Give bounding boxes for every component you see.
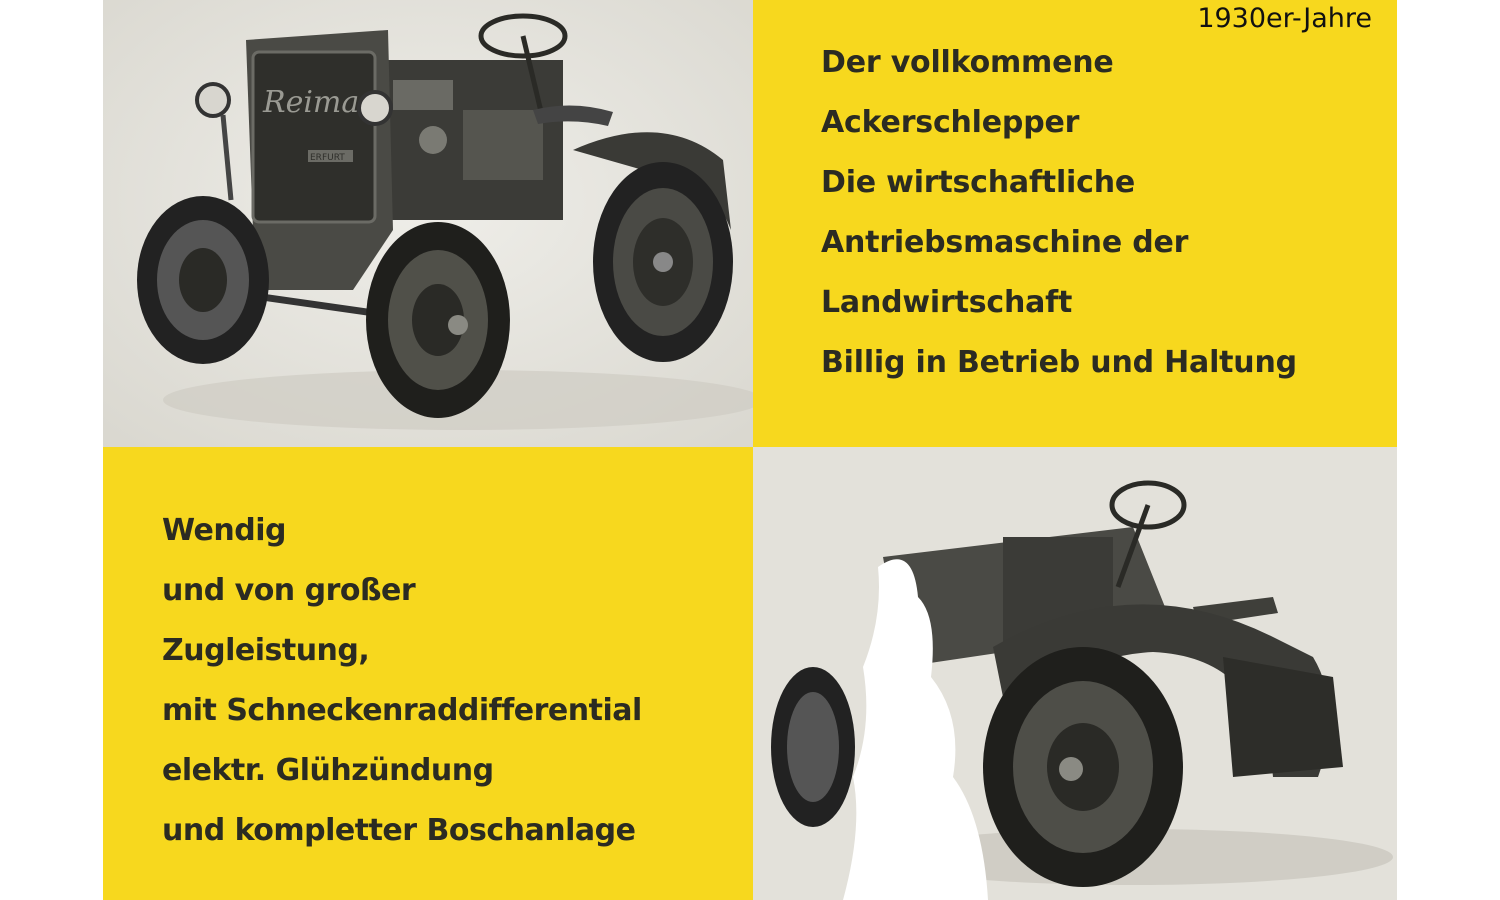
brochure-sheet — [103, 0, 1397, 900]
grille-logo: Reima — [263, 85, 360, 120]
headline-line: Zugleistung, — [162, 633, 370, 668]
headline-line: Ackerschlepper — [821, 105, 1080, 140]
headline-line: und kompletter Boschanlage — [162, 813, 636, 848]
era-label: 1930er-Jahre — [1197, 3, 1372, 34]
headline-line: Wendig — [162, 513, 286, 548]
tractor-rear-icon — [753, 447, 1397, 900]
headline-line: elektr. Glühzündung — [162, 753, 494, 788]
headline-line: Billig in Betrieb und Haltung — [821, 345, 1297, 380]
headline-line: Antriebsmaschine der — [821, 225, 1189, 260]
grille-sublabel: ERFURT — [310, 153, 345, 163]
headline-line: Der vollkommene — [821, 45, 1114, 80]
headline-line: Die wirtschaftliche — [821, 165, 1135, 200]
headline-list-bottom — [162, 501, 642, 861]
headline-line: mit Schneckenraddifferential — [162, 693, 642, 728]
headline-line: und von großer — [162, 573, 416, 608]
headline-line: Landwirtschaft — [821, 285, 1073, 320]
tractor-front-icon — [103, 0, 753, 447]
headline-list-top — [821, 33, 1297, 393]
tractor-front-photo-panel — [103, 0, 753, 447]
tractor-rear-photo-panel — [753, 447, 1397, 900]
